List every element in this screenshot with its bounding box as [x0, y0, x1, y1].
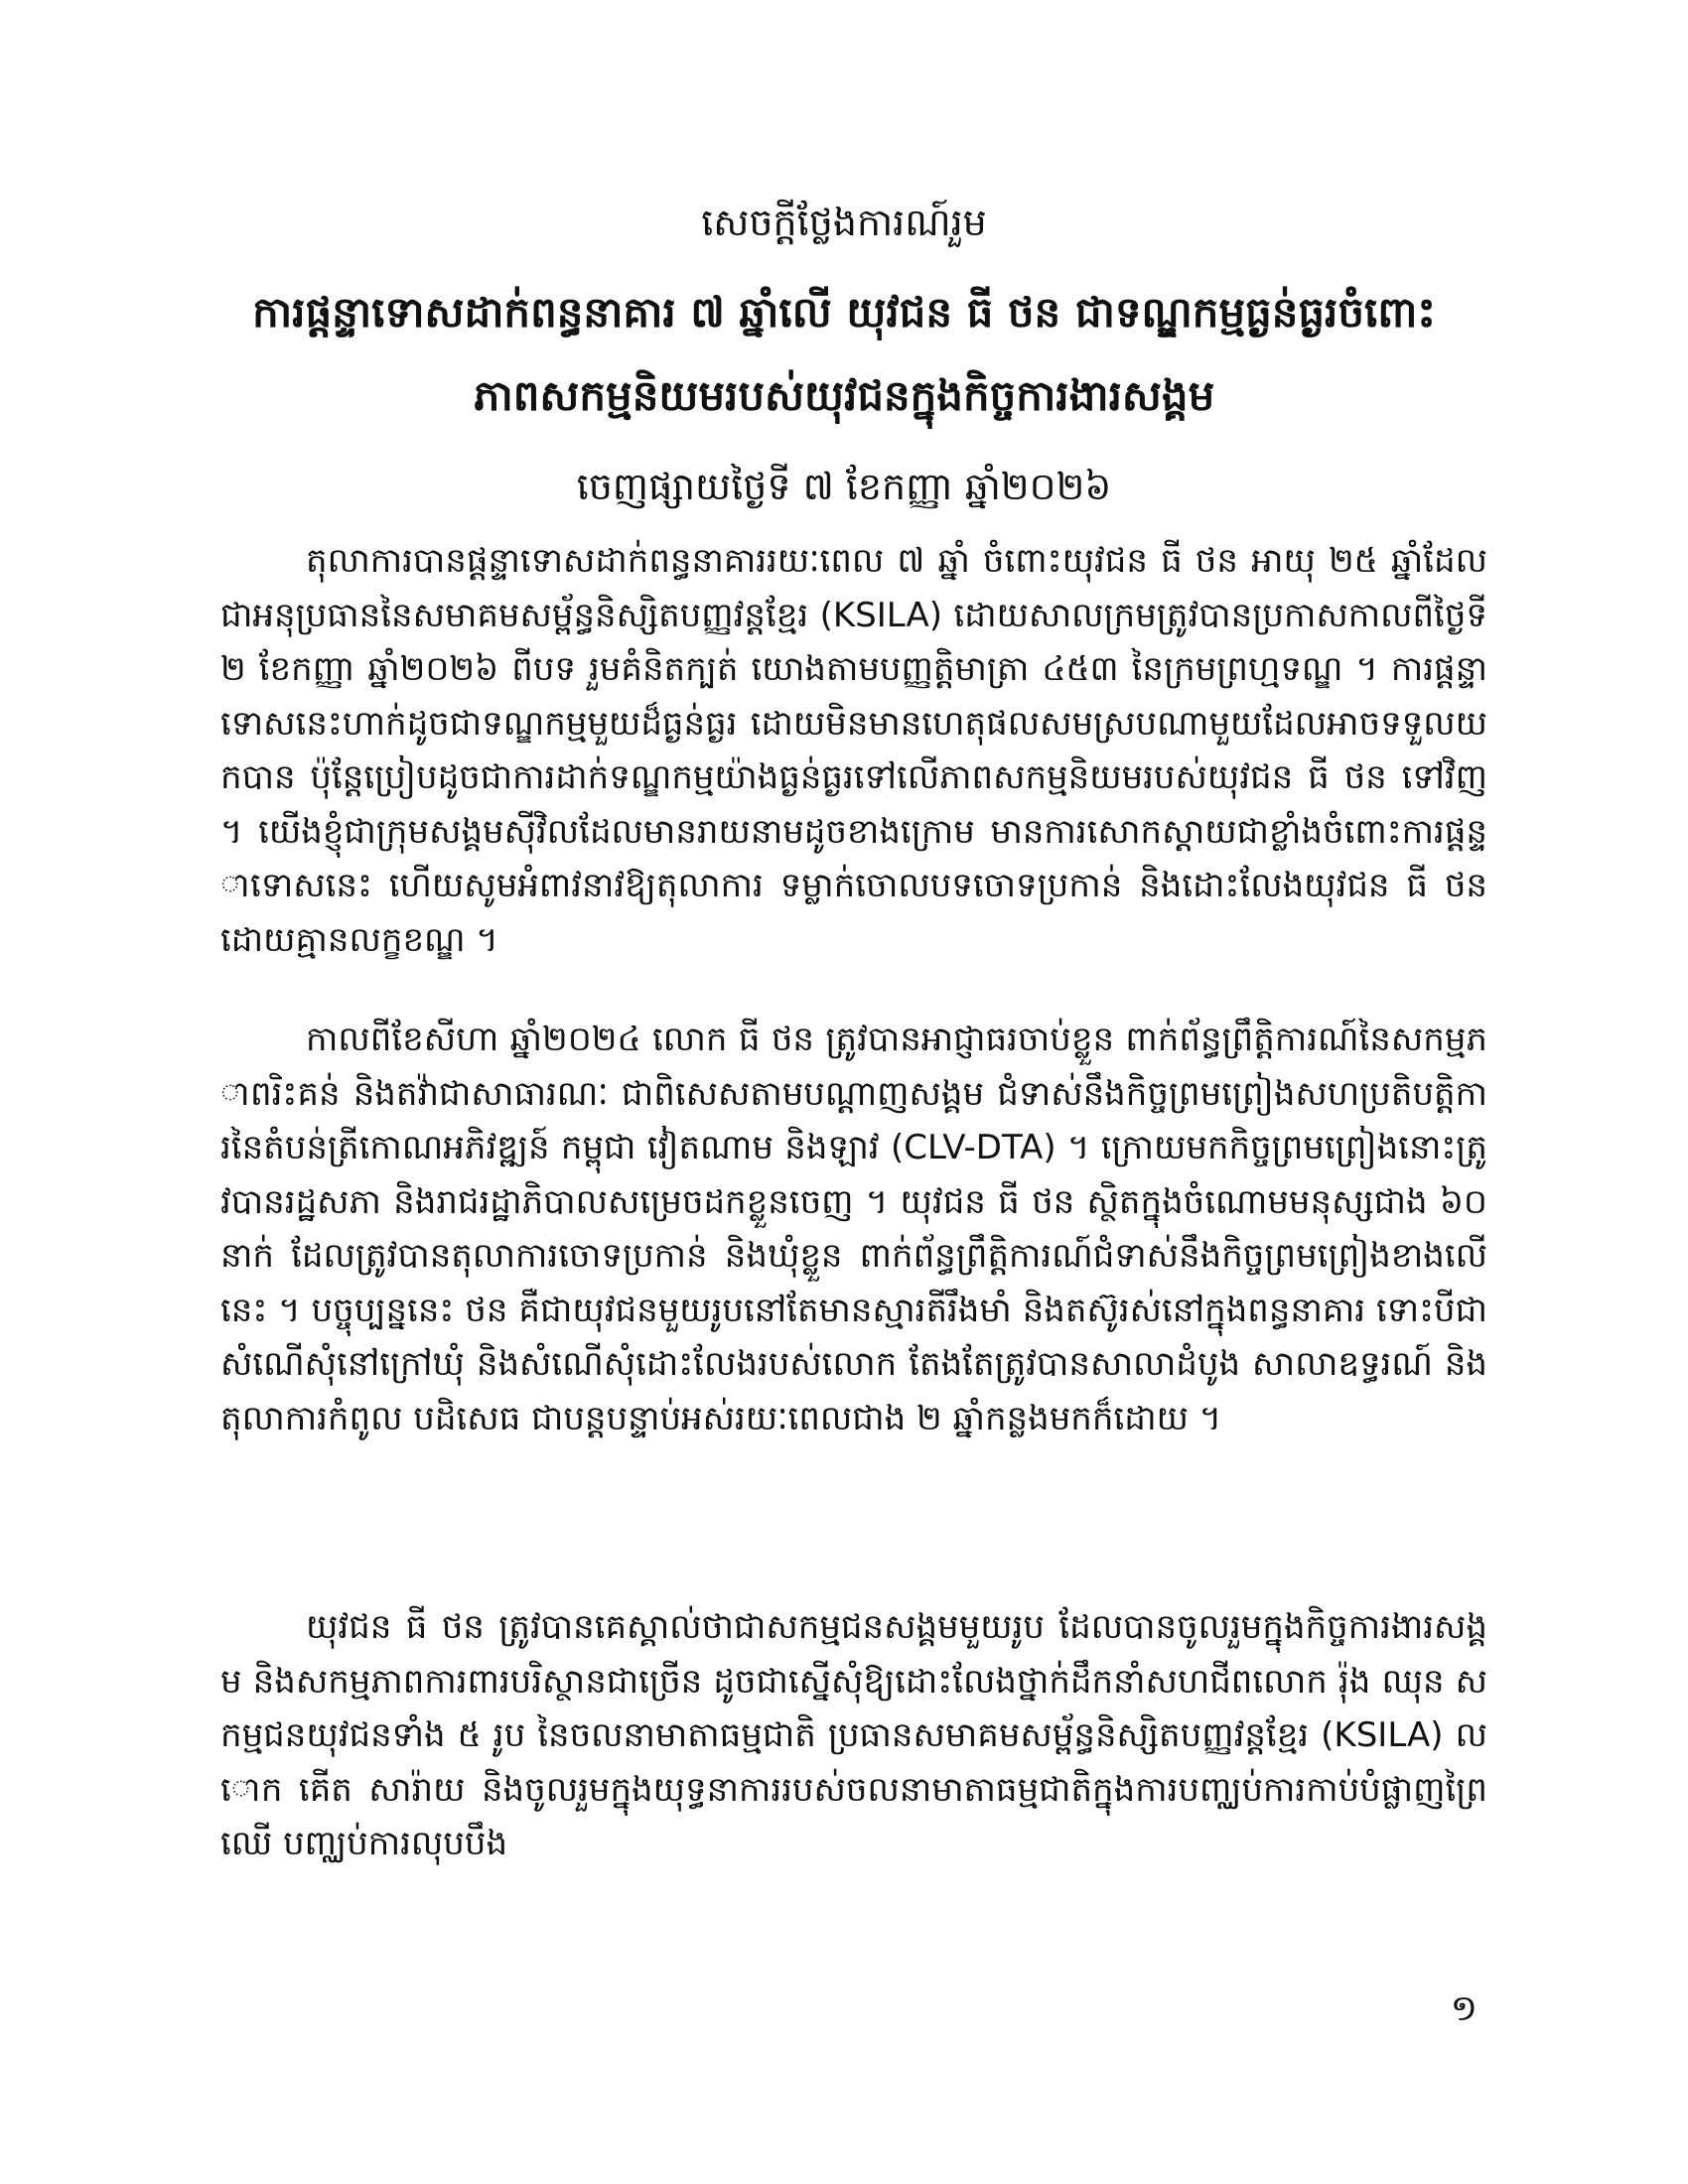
- issue-date: ចេញផ្សាយថ្ងៃទី ៧ ខែកញ្ញា ឆ្នាំ២០២៦: [576, 465, 1112, 508]
- title-line-1: ការផ្តន្ទាទោសដាក់ពន្ធនាគារ ៧ ឆ្នាំលើ យុវជន ធី ថន ជាទណ្ឌកម្មធ្ងន់ធ្ងរចំពោះ: [252, 288, 1436, 337]
- body-paragraph-2: កាលពីខែសីហា ឆ្នាំ២០២៤ លោក ធី ថន ត្រូវបានអាជ្ញាធរចាប់ខ្លួន ពាក់ព័ន្ធព្រឹត្តិការណ៍នៃសកម្មភាពរិះគន់ និងតវ៉ាជាសាធារណៈ ជាពិសេសតាមបណ្តាញសង្គម ជំទាស់នឹងកិច្ចព្រមព្រៀងសហប្រតិបត្តិការនៃតំបន់ត្រីកោណអភិវឌ្ឍន៍ កម្ពុជា វៀតណាម និងឡាវ (CLV-DTA) ។ ក្រោយមកកិច្ចព្រមព្រៀងនោះត្រូវបានរដ្ឋសភា និងរាជរដ្ឋាភិបាលសម្រេចដកខ្លួនចេញ ។ យុវជន ធី ថន ស្ថិតក្នុងចំណោមមនុស្សជាង ៦០ នាក់ ដែលត្រូវបានតុលាការចោទប្រកាន់ និងឃុំខ្លួន ពាក់ព័ន្ធព្រឹត្តិការណ៍ជំទាស់នឹងកិច្ចព្រមព្រៀងខាងលើនេះ ។ បច្ចុប្បន្ននេះ ថន គឺជាយុវជនមួយរូបនៅតែមានស្មារតីរឹងមាំ និងតស៊ូរស់នៅក្នុងពន្ធនាគារ ទោះបីជាសំណើសុំនៅក្រៅឃុំ និងសំណើសុំដោះលែងរបស់លោក តែងតែត្រូវបានសាលាដំបូង សាលាឧទ្ធរណ៍ និងតុលាការកំពូល បដិសេធ ជាបន្តបន្ទាប់អស់រយៈពេលជាង ២ ឆ្នាំកន្លងមកក៏ដោយ ។: [220, 1020, 1487, 1438]
- statement-label: សេចក្តីថ្លែងការណ៍រួម: [701, 201, 987, 244]
- title-line-2: ភាពសកម្មនិយមរបស់យុវជនក្នុងកិច្ចការងារសង្គម: [473, 371, 1215, 420]
- body-paragraph-3: យុវជន ធី ថន ត្រូវបានគេស្គាល់ថាជាសកម្មជនសង្គមមួយរូប ដែលបានចូលរួមក្នុងកិច្ចការងារសង្គម និងសកម្មភាពការពារបរិស្ថានជាច្រើន ដូចជាស្នើសុំឱ្យដោះលែងថ្នាក់ដឹកនាំសហជីពលោក រ៉ុង ឈុន សកម្មជនយុវជនទាំង ៥ រូប នៃចលនាមាតាធម្មជាតិ ប្រធានសមាគមសម្ព័ន្ធនិស្សិតបញ្ញវន្តខ្មែរ (KSILA) លោក គើត សារ៉ាយ និងចូលរួមក្នុងយុទ្ធនាការរបស់ចលនាមាតាធម្មជាតិក្នុងការបញ្ឈប់ការកាប់បំផ្លាញព្រៃឈើ បញ្ឈប់ការលុបបឹង: [220, 1607, 1487, 1863]
- body-paragraph-1: តុលាការបានផ្តន្ទាទោសដាក់ពន្ធនាគាររយៈពេល ៧ ឆ្នាំ ចំពោះយុវជន ធី ថន អាយុ ២៥ ឆ្នាំដែលជាអនុប្រធាននៃសមាគមសម្ព័ន្ធនិស្សិតបញ្ញវន្តខ្មែរ (KSILA) ដោយសាលក្រមត្រូវបានប្រកាសកាលពីថ្ងៃទី២ ខែកញ្ញា ឆ្នាំ២០២៦ ពីបទ រួមគំនិតក្បត់ យោងតាមបញ្ញត្តិមាត្រា ៤៥៣ នៃក្រមព្រហ្មទណ្ឌ ។ ការផ្តន្ទាទោសនេះហាក់ដូចជាទណ្ឌកម្មមួយដ៏ធ្ងន់ធ្ងរ ដោយមិនមានហេតុផលសមស្របណាមួយដែលអាចទទួលយកបាន ប៉ុន្តែប្រៀបដូចជាការដាក់ទណ្ឌកម្មយ៉ាងធ្ងន់ធ្ងរទៅលើភាពសកម្មនិយមរបស់យុវជន ធី ថន ទៅវិញ ។ យើងខ្ញុំជាក្រុមសង្គមស៊ីវិលដែលមានរាយនាមដូចខាងក្រោម មានការសោកស្តាយជាខ្លាំងចំពោះការផ្តន្ទាទោសនេះ ហើយសូមអំពាវនាវឱ្យតុលាការ ទម្លាក់ចោលបទចោទប្រកាន់ និងដោះលែងយុវជន ធី ថន ដោយគ្មានលក្ខខណ្ឌ ។: [220, 541, 1487, 960]
- page-number: ១: [1450, 1988, 1477, 2029]
